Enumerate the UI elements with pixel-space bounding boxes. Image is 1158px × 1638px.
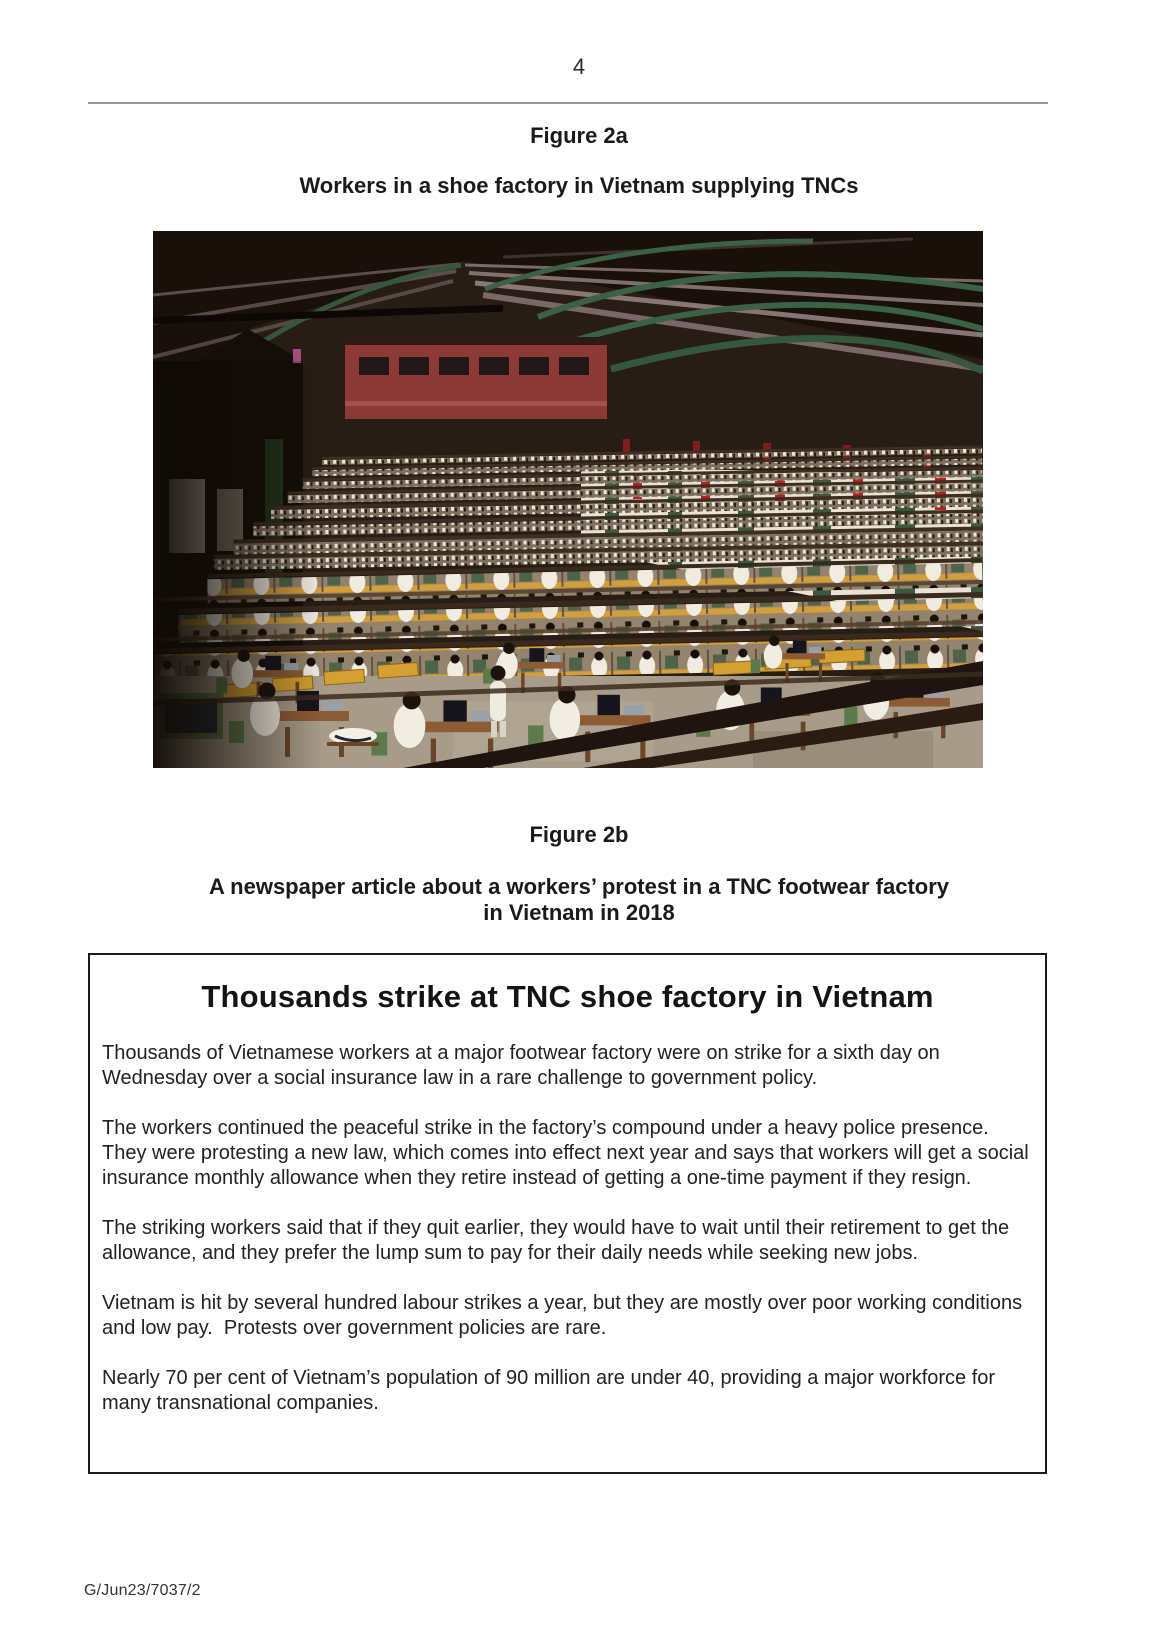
article-headline: Thousands strike at TNC shoe factory in Vietnam [201, 979, 934, 1014]
article-paragraph-2: The workers continued the peaceful strike in the factory’s compound under a heavy police presence. They were protesting a new law, which comes into effect next year and says that workers will get a social insurance monthly allowance when they retire instead of getting a one-time payment if they resign. [102, 1117, 1035, 1189]
article-body [90, 1015, 1045, 1416]
figure-2b-caption-line2: in Vietnam in 2018 [483, 900, 675, 925]
divider-line [88, 102, 1048, 104]
paper-reference-code: G/Jun23/7037/2 [84, 1582, 201, 1599]
factory-photo [153, 231, 983, 768]
newspaper-article-box [88, 953, 1047, 1474]
rear-building [345, 337, 607, 419]
article-paragraph-3: The striking workers said that if they quit earlier, they would have to wait until their retirement to get the allowance, and they prefer the lump sum to pay for their daily needs while seeking new jobs. [102, 1217, 1015, 1264]
far-rows [212, 446, 983, 570]
figure-2b-caption [0, 874, 1158, 926]
figure-2a-caption: Workers in a shoe factory in Vietnam supplying TNCs [299, 173, 859, 198]
factory-photo-illustration [153, 231, 983, 768]
article-paragraph-1: Thousands of Vietnamese workers at a major footwear factory were on strike for a sixth day on Wednesday over a social insurance law in a rare challenge to government policy. [102, 1042, 946, 1089]
article-paragraph-5: Nearly 70 per cent of Vietnam’s population of 90 million are under 40, providing a major workforce for many transnational companies. [102, 1367, 1001, 1414]
figure-2a-label: Figure 2a [530, 123, 628, 148]
article-paragraph-4: Vietnam is hit by several hundred labour strikes a year, but they are mostly over poor working conditions and low pay. Protests over government policies are rare. [102, 1292, 1028, 1339]
figure-2b-label: Figure 2b [529, 822, 629, 847]
figure-2b-caption-line1: A newspaper article about a workers’ protest in a TNC footwear factory [208, 874, 950, 899]
page-number: 4 [572, 54, 586, 79]
